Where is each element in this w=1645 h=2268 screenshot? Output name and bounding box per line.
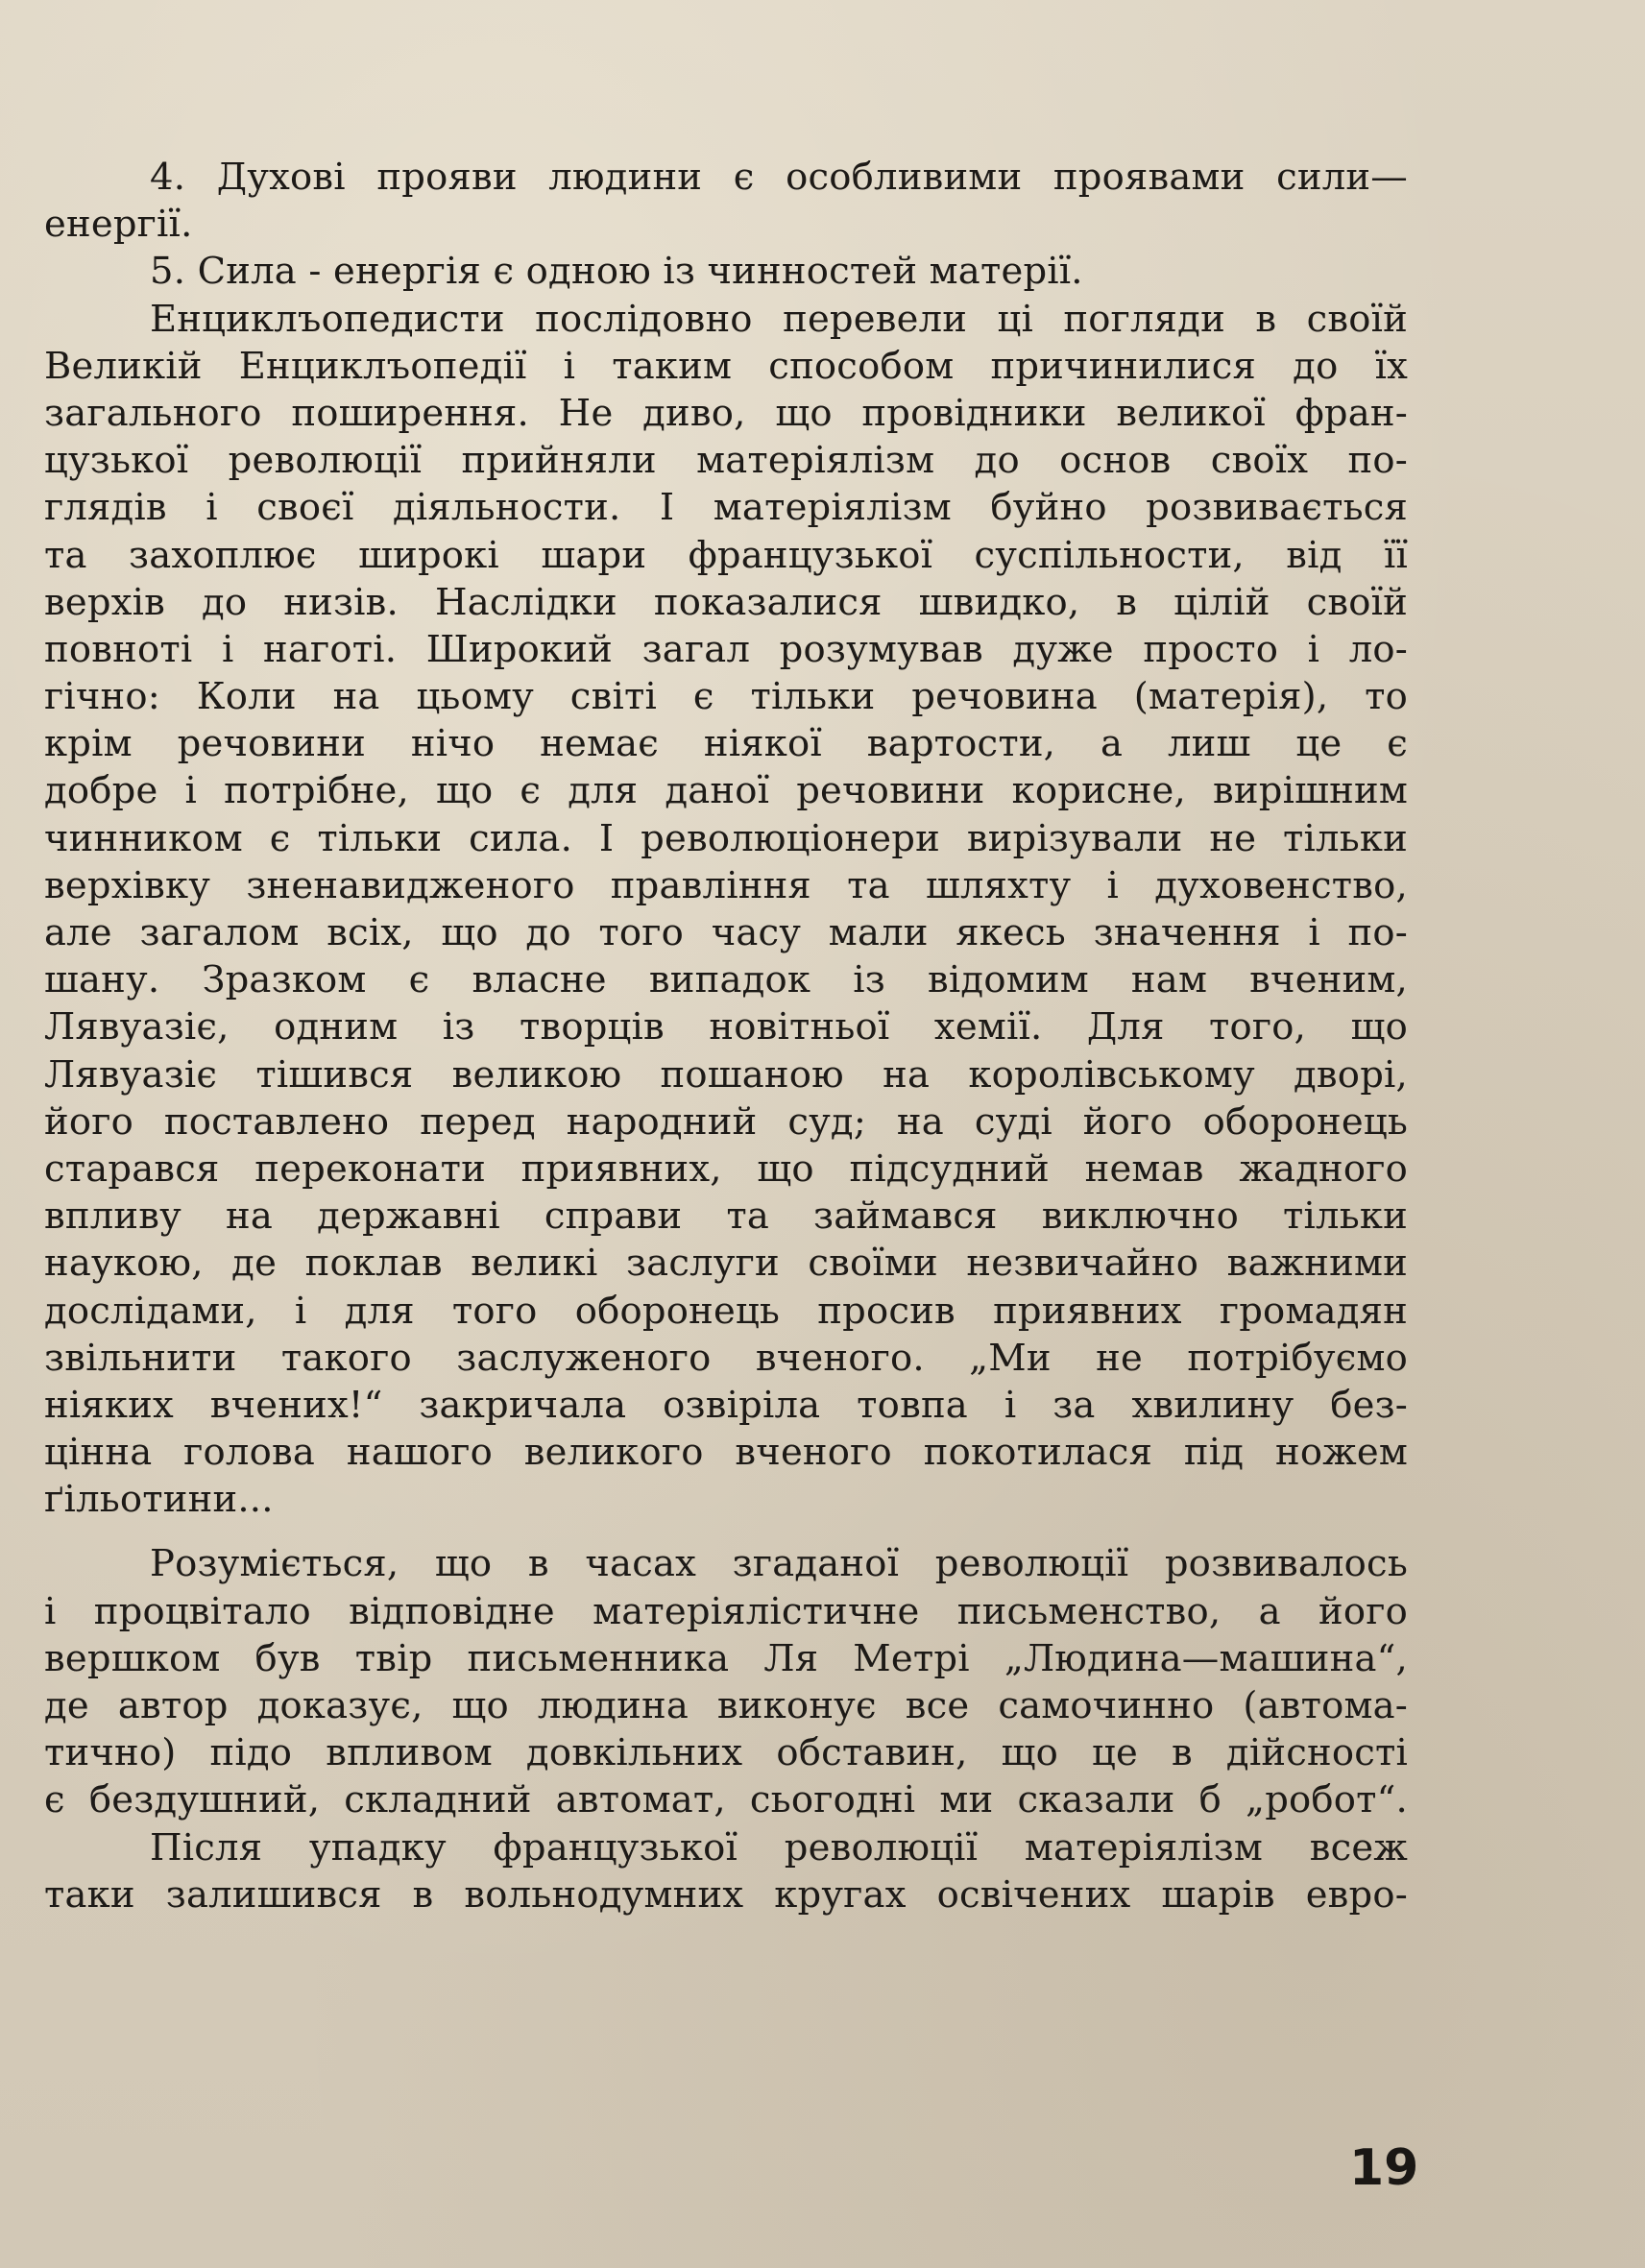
text-line: цінна голова нашого великого вченого покотилася під ножем — [44, 1431, 1408, 1475]
text-line: його поставлено перед народний суд; на суді його оборонець — [44, 1099, 1408, 1144]
text-line: гічно: Коли на цьому світі є тільки речовина (матерія), то — [44, 675, 1408, 719]
text-line: вершком був твір письменника Ля Метрі „Людина—машина“, — [44, 1636, 1408, 1680]
text-line: але загалом всіх, що до того часу мали якесь значення і по- — [44, 911, 1408, 954]
text-line: звільнити такого заслуженого вченого. „Ми не потрібуємо — [44, 1336, 1408, 1380]
text-line: енергії. — [44, 203, 193, 247]
text-line: Лявуазіє тішився великою пошаною на королівському дворі, — [44, 1052, 1408, 1097]
text-line: ніяких вчених!“ закричала озвіріла товпа і за хвилину без- — [44, 1383, 1408, 1427]
paragraph-gap — [44, 1523, 1408, 1540]
text-line: дослідами, і для того оборонець просив приявних громадян — [44, 1289, 1408, 1333]
text-line: старався переконати приявних, що підсудний немав жадного — [44, 1146, 1408, 1191]
text-line: чинником є тільки сила. І революціонери вирізували не тільки — [44, 816, 1408, 860]
text-line: глядів і своєї діяльности. І матеріялізм буйно розвивається — [44, 486, 1408, 530]
text-line: верхівку зненавидженого правління та шляхту і духовенство, — [44, 863, 1408, 907]
text-line: крім речовини нічо немає ніякої вартости, а лиш це є — [44, 722, 1408, 766]
page-text — [44, 154, 1408, 1918]
text-line: тично) підо впливом довкільних обставин, що це в дійсності — [44, 1731, 1408, 1775]
text-line: наукою, де поклав великі заслуги своїми незвичайно важними — [44, 1242, 1408, 1286]
text-line: впливу на державні справи та займався виключно тільки — [44, 1194, 1408, 1239]
text-line: повноті і наготі. Широкий загал розумував дуже просто і ло- — [44, 627, 1408, 671]
text-line: Після упадку французької революції матеріялізм всеж — [150, 1825, 1408, 1870]
text-line: є бездушний, складний автомат, сьогодні ми сказали б „робот“. — [44, 1778, 1408, 1822]
text-line: таки залишився в вольнодумних кругах освічених шарів евро- — [44, 1872, 1408, 1917]
text-line: 5. Сила - енергія є одною із чинностей матерії. — [150, 250, 1083, 294]
text-line: загального поширення. Не диво, що провідники великої фран- — [44, 391, 1408, 435]
page-number: 19 — [1349, 2139, 1419, 2197]
text-line: шану. Зразком є власне випадок із відомим нам вченим, — [44, 958, 1408, 1002]
text-line: Лявуазіє, одним із творців новітньої хемії. Для того, що — [44, 1005, 1408, 1050]
text-line: верхів до низів. Наслідки показалися швидко, в цілій своїй — [44, 580, 1408, 624]
text-line: 4. Духові прояви людини є особливими проявами сили— — [150, 156, 1408, 199]
text-line: цузької революції прийняли матеріялізм до основ своїх по- — [44, 439, 1408, 483]
text-line: і процвітало відповідне матеріялістичне письменство, а його — [44, 1589, 1408, 1633]
text-line: де автор доказує, що людина виконує все самочинно (автома- — [44, 1684, 1408, 1727]
text-line: Розуміється, що в часах згаданої революції розвивалось — [150, 1542, 1408, 1586]
text-line: ґільотини... — [44, 1478, 274, 1522]
text-line: добре і потрібне, що є для даної речовини корисне, вирішним — [44, 769, 1408, 813]
text-line: Енциклъопедисти послідовно перевели ці погляди в своїй — [150, 297, 1408, 341]
text-line: Великій Енциклъопедії і таким способом причинилися до їх — [44, 344, 1408, 388]
text-line: та захоплює широкі шари французької суспільности, від її — [44, 533, 1408, 577]
